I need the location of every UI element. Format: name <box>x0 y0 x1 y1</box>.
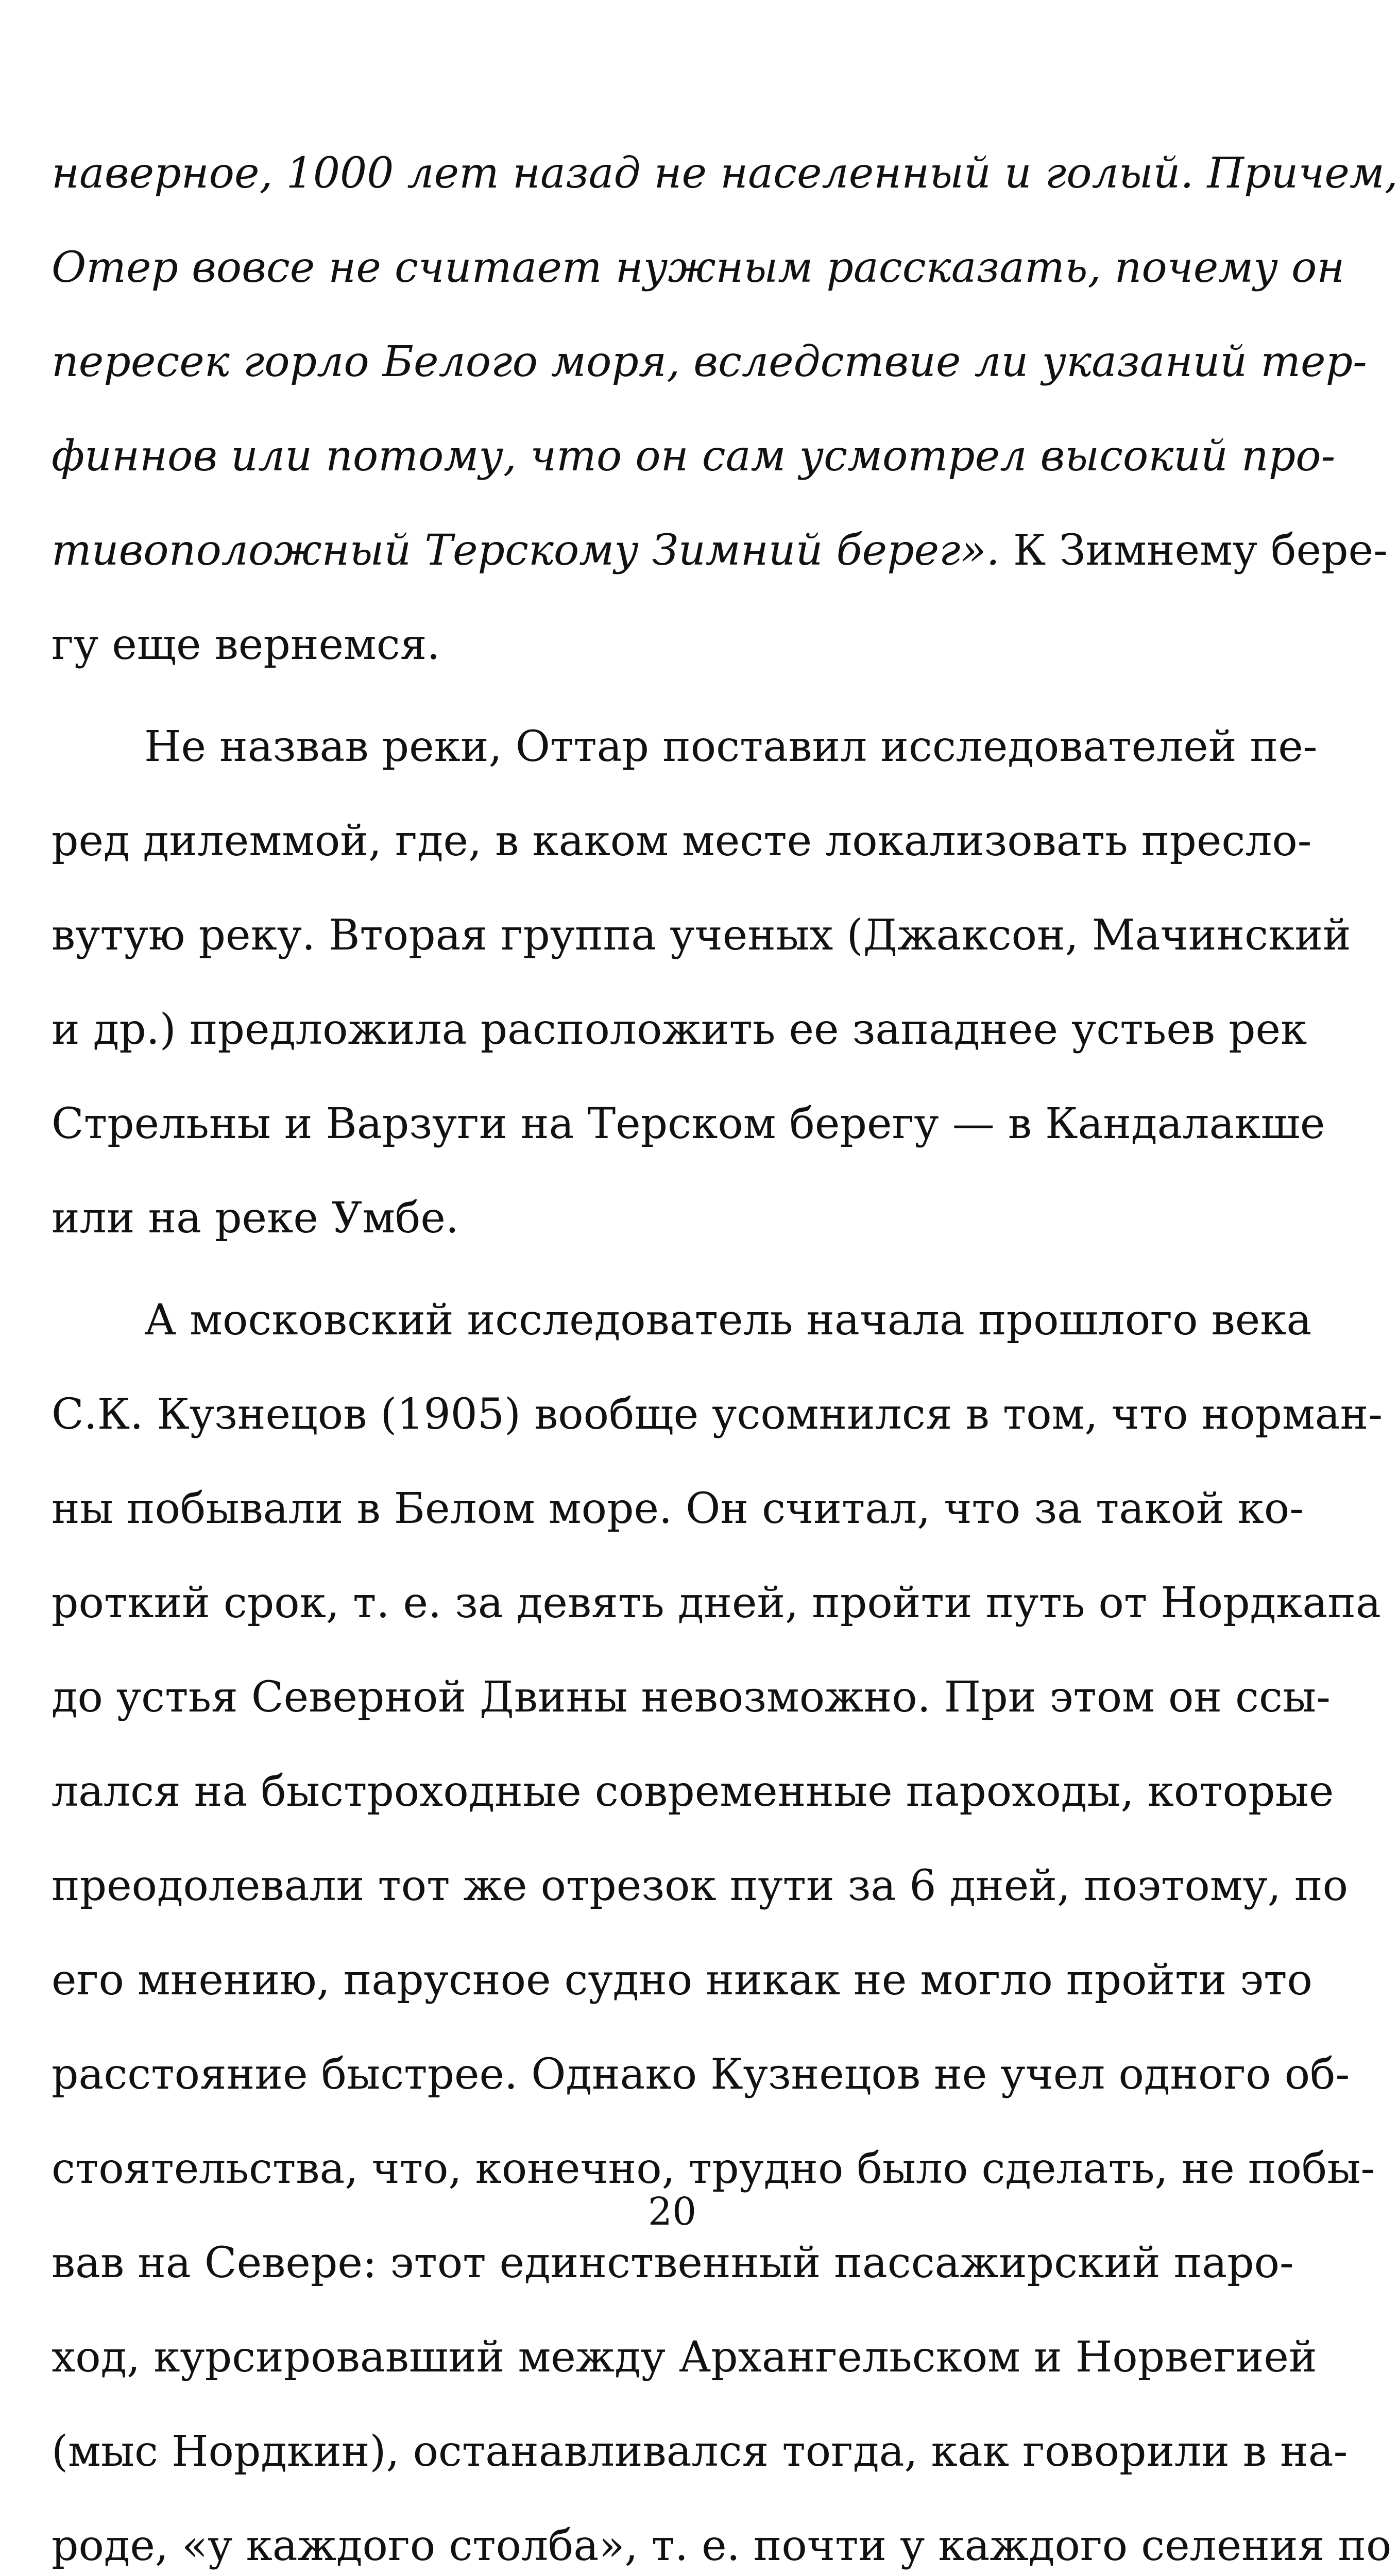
text-segment: вутую реку. Вторая группа ученых (Джаксон, Мачинский <box>52 911 1351 960</box>
text-segment: С.К. Кузнецов (1905) вообще усомнился в том, что норман- <box>52 1390 1383 1439</box>
text-line <box>52 794 1312 888</box>
text-line <box>52 1839 1348 1933</box>
text-segment: ход, курсировавший между Архангельском и Норвегией <box>52 2333 1317 2382</box>
text-segment: (мыс Нордкин), останавливался тогда, как говорили в на- <box>52 2427 1348 2476</box>
text-segment: и др.) предложила расположить ее западнее устьев рек <box>52 1005 1307 1054</box>
italic-quote-segment: пересек горло Белого моря, вследствие ли указаний тер- <box>52 337 1367 386</box>
book-page <box>52 0 1398 2570</box>
text-line <box>52 1650 1331 1744</box>
text-line <box>52 1556 1381 1650</box>
text-segment: стоятельства, что, конечно, трудно было сделать, не побы- <box>52 2144 1375 2193</box>
text-line <box>52 1744 1334 1839</box>
text-line <box>52 700 1318 794</box>
italic-quote-segment: финнов или потому, что он сам усмотрел высокий про- <box>52 432 1336 481</box>
text-line <box>52 1367 1383 1462</box>
text-segment: роткий срок, т. е. за девять дней, пройти путь от Нордкапа <box>52 1579 1381 1628</box>
italic-quote-segment: Отер вовсе не считает нужным рассказать, почему он <box>52 243 1345 292</box>
text-segment: ред дилеммой, где, в каком месте локализовать пресло- <box>52 817 1312 866</box>
text-line <box>52 888 1351 982</box>
text-segment: или на реке Умбе. <box>52 1194 459 1243</box>
italic-quote-segment: тивоположный Терскому Зимний берег». <box>52 526 1000 575</box>
text-segment: К Зимнему бере- <box>999 526 1388 575</box>
page-number: 20 <box>647 2190 697 2234</box>
text-segment: лался на быстроходные современные пароходы, которые <box>52 1767 1334 1816</box>
text-line <box>52 2404 1348 2499</box>
text-segment: до устья Северной Двины невозможно. При этом он ссы- <box>52 1673 1331 1722</box>
text-line <box>52 2499 1392 2576</box>
text-segment: Стрельны и Варзуги на Терском берегу — в Кандалакше <box>52 1099 1325 1148</box>
text-segment: вав на Севере: этот единственный пассажирский паро- <box>52 2239 1294 2287</box>
text-segment: Не назвав реки, Оттар поставил исследователей пе- <box>144 722 1318 771</box>
text-line <box>52 982 1307 1077</box>
text-line <box>52 1077 1325 1171</box>
text-segment: преодолевали тот же отрезок пути за 6 дней, поэтому, по <box>52 1861 1348 1910</box>
text-segment: гу еще вернемся. <box>52 620 440 669</box>
text-line <box>52 598 1293 692</box>
text-line <box>52 126 1398 221</box>
text-line <box>52 315 1367 409</box>
text-segment: А московский исследователь начала прошлого века <box>144 1296 1312 1345</box>
text-line <box>52 2027 1350 2122</box>
text-segment: ны побывали в Белом море. Он считал, что за такой ко- <box>52 1484 1304 1533</box>
text-segment: расстояние быстрее. Однако Кузнецов не учел одного об- <box>52 2050 1350 2099</box>
text-line <box>52 1171 1293 1265</box>
text-segment: роде, «у каждого столба», т. е. почти у каждого селения по <box>52 2521 1392 2570</box>
text-line <box>52 1462 1304 1556</box>
text-line <box>52 221 1345 315</box>
text-line <box>52 503 1388 598</box>
text-line <box>52 409 1336 503</box>
italic-quote-segment: наверное, 1000 лет назад не населенный и голый. Причем, <box>52 149 1398 198</box>
text-line <box>52 1273 1312 1367</box>
text-line <box>52 2310 1317 2404</box>
text-line <box>52 1933 1312 2027</box>
text-segment: его мнению, парусное судно никак не могло пройти это <box>52 1956 1312 2005</box>
